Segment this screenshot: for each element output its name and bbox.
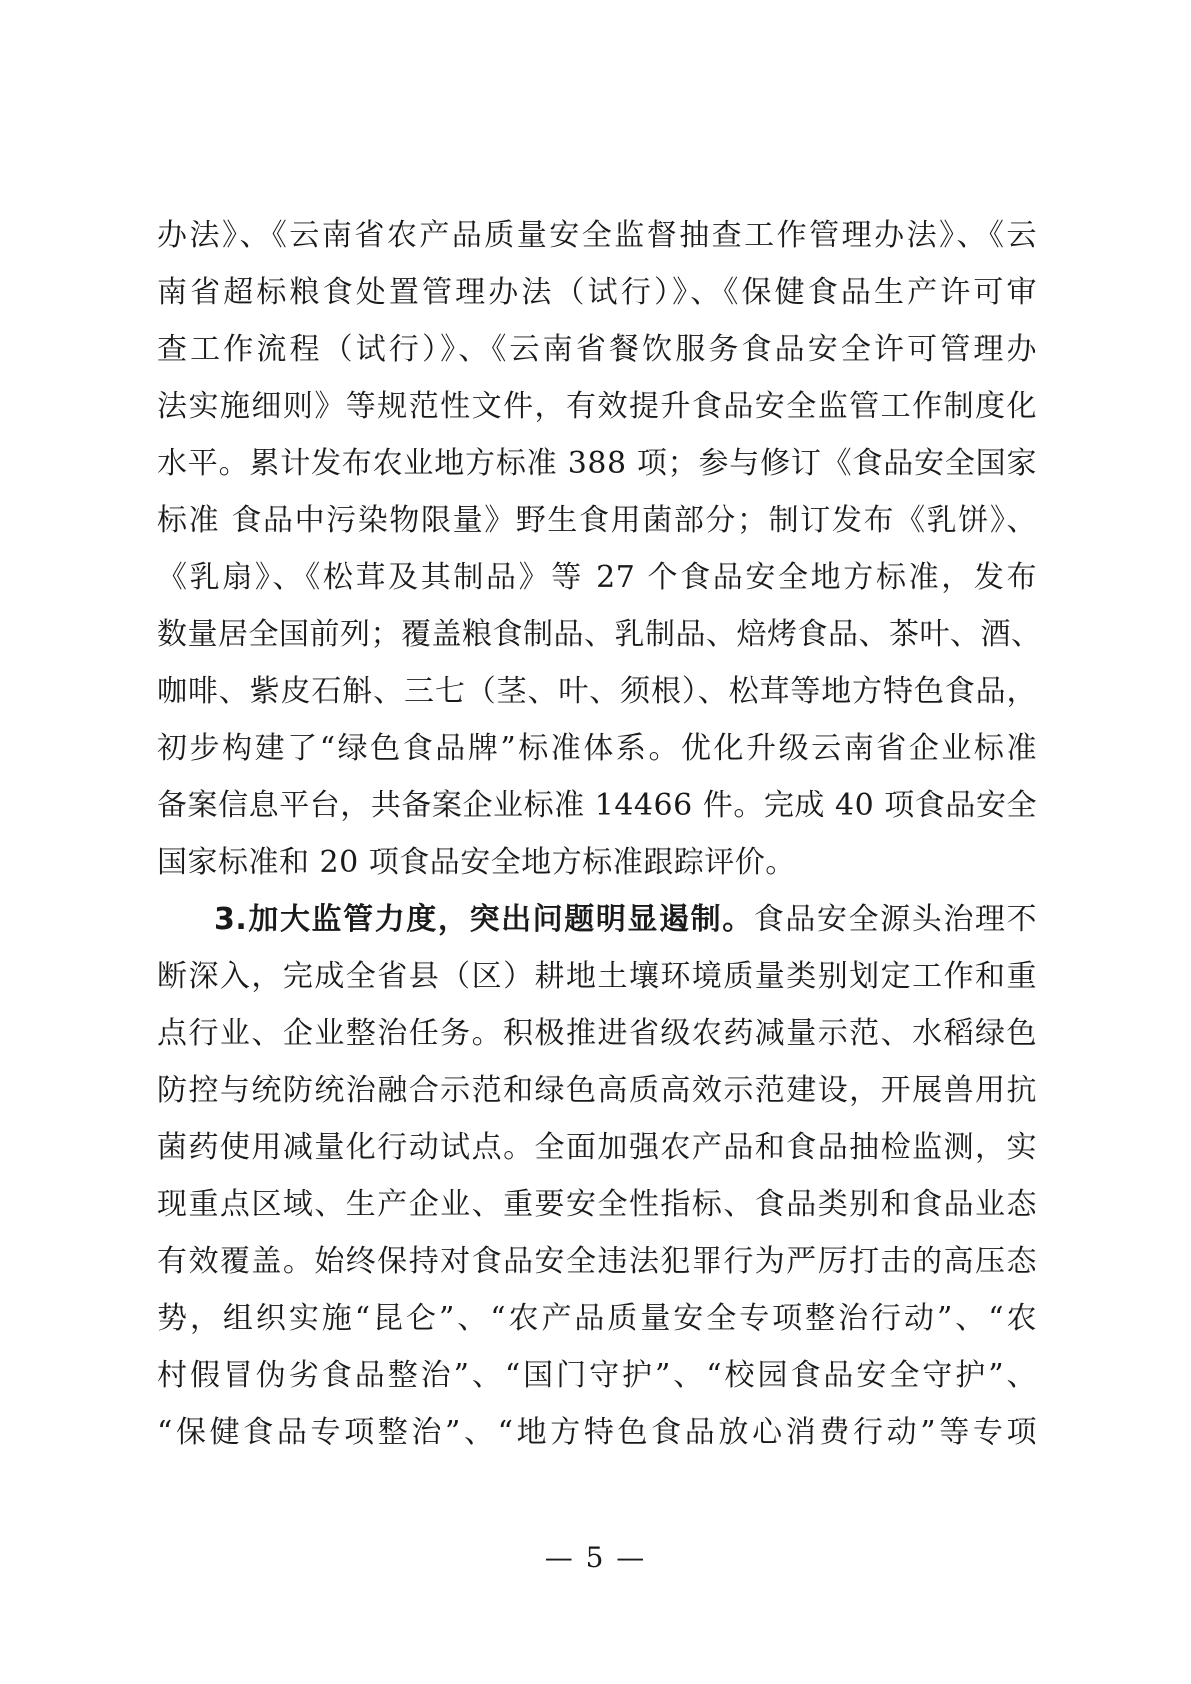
paragraph-1-line-4: 法实施细则》等规范性文件，有效提升食品安全监管工作制度化 xyxy=(157,389,1037,424)
paragraph-1-line-8: 数量居全国前列；覆盖粮食制品、乳制品、焙烤食品、茶叶、酒、 xyxy=(157,617,1042,652)
paragraph-2-line-4: 防控与统防统治融合示范和绿色高质高效示范建设，开展兽用抗 xyxy=(157,1073,1037,1108)
paragraph-1-line-5: 水平。累计发布农业地方标准 388 项；参与修订《食品安全国家 xyxy=(157,446,1037,481)
body-text xyxy=(157,207,1042,1461)
paragraph-2-line-3: 点行业、企业整治任务。积极推进省级农药减量示范、水稻绿色 xyxy=(157,1016,1037,1051)
paragraph-2-line-9: 村假冒伪劣食品整治”、“国门守护”、“校园食品安全守护”、 xyxy=(157,1358,1037,1393)
paragraph-2-line-7: 有效覆盖。始终保持对食品安全违法犯罪行为严厉打击的高压态 xyxy=(157,1244,1037,1279)
paragraph-1-line-7: 《乳扇》、《松茸及其制品》等 27 个食品安全地方标准，发布 xyxy=(157,560,1037,595)
paragraph-1-line-3: 查工作流程（试行）》、《云南省餐饮服务食品安全许可管理办 xyxy=(157,332,1037,367)
section-heading: 3.加大监管力度，突出问题明显遏制。 xyxy=(214,902,754,937)
paragraph-2-line-5: 菌药使用减量化行动试点。全面加强农产品和食品抽检监测，实 xyxy=(157,1130,1037,1165)
paragraph-1-line-2: 南省超标粮食处置管理办法（试行）》、《保健食品生产许可审 xyxy=(157,275,1037,310)
paragraph-1-line-6: 标准 食品中污染物限量》野生食用菌部分；制订发布《乳饼》、 xyxy=(157,503,1037,538)
paragraph-1-line-11: 备案信息平台，共备案企业标准 14466 件。完成 40 项食品安全 xyxy=(157,788,1037,823)
paragraph-1-line-10: 初步构建了“绿色食品牌”标准体系。优化升级云南省企业标准 xyxy=(157,731,1037,766)
paragraph-1-line-9: 咖啡、紫皮石斛、三七（茎、叶、须根）、松茸等地方特色食品， xyxy=(157,674,1037,709)
paragraph-2-line-1-text: 食品安全源头治理不 xyxy=(753,902,1037,937)
page-number: — 5 — xyxy=(544,1541,647,1574)
paragraph-2-line-8: 势，组织实施“昆仑”、“农产品质量安全专项整治行动”、“农 xyxy=(157,1301,1037,1336)
paragraph-1-line-1: 办法》、《云南省农产品质量安全监督抽查工作管理办法》、《云 xyxy=(157,218,1037,253)
paragraph-2-line-6: 现重点区域、生产企业、重要安全性指标、食品类别和食品业态 xyxy=(157,1187,1037,1222)
paragraph-2-line-1 xyxy=(157,891,1037,948)
paragraph-2-line-2: 断深入，完成全省县（区）耕地土壤环境质量类别划定工作和重 xyxy=(157,959,1037,994)
paragraph-2-line-10: “保健食品专项整治”、“地方特色食品放心消费行动”等专项 xyxy=(157,1415,1037,1450)
paragraph-1-line-12: 国家标准和 20 项食品安全地方标准跟踪评价。 xyxy=(157,845,796,880)
